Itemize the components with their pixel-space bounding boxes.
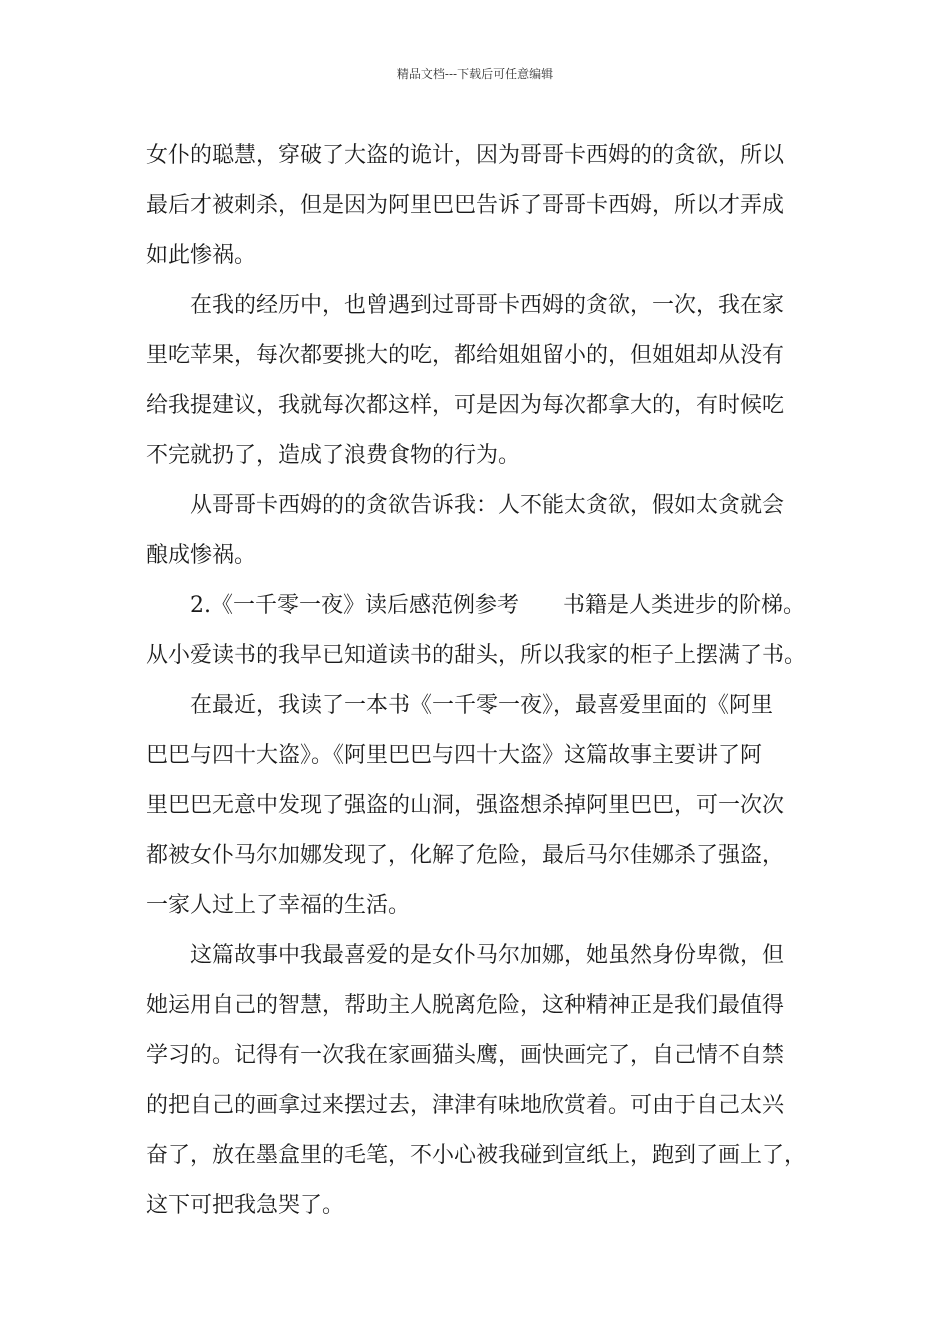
text-line: 从哥哥卡西姆的的贪欲告诉我：人不能太贪欲，假如太贪就会: [190, 493, 785, 518]
text-line: 2.《一千零一夜》读后感范例参考 书籍是人类进步的阶梯。: [190, 593, 805, 618]
text-line: 里巴巴无意中发现了强盗的山洞，强盗想杀掉阿里巴巴，可一次次: [146, 793, 785, 818]
text-line: 从小爱读书的我早已知道读书的甜头，所以我家的柜子上摆满了书。: [146, 643, 807, 668]
text-line: 里吃苹果，每次都要挑大的吃，都给姐姐留小的，但姐姐却从没有: [146, 343, 785, 368]
text-line: 这篇故事中我最喜爱的是女仆马尔加娜，她虽然身份卑微，但: [190, 943, 785, 968]
text-line: 巴巴与四十大盗》。《阿里巴巴与四十大盗》这篇故事主要讲了阿: [146, 743, 763, 768]
text-line: 奋了，放在墨盒里的毛笔，不小心被我碰到宣纸上，跑到了画上了，: [146, 1143, 807, 1168]
text-line: 给我提建议，我就每次都这样，可是因为每次都拿大的，有时候吃: [146, 393, 785, 418]
text-line: 在我的经历中，也曾遇到过哥哥卡西姆的贪欲，一次，我在家: [190, 293, 785, 318]
text-line: 酿成惨祸。: [146, 543, 257, 568]
text-line: 在最近，我读了一本书《一千零一夜》，最喜爱里面的《阿里: [190, 693, 774, 718]
paragraph-4: [146, 581, 822, 681]
paragraph-3: [146, 481, 822, 581]
paragraph-2: [146, 281, 822, 481]
text-line: 一家人过上了幸福的生活。: [146, 893, 411, 918]
text-line: 都被女仆马尔加娜发现了，化解了危险，最后马尔佳娜杀了强盗，: [146, 843, 785, 868]
text-line: 如此惨祸。: [146, 243, 257, 268]
paragraph-5: [146, 681, 822, 931]
paragraph-1: [146, 131, 822, 281]
text-line: 女仆的聪慧，穿破了大盗的诡计，因为哥哥卡西姆的的贪欲，所以: [146, 143, 785, 168]
text-line: 她运用自己的智慧，帮助主人脱离危险，这种精神正是我们最值得: [146, 993, 785, 1018]
page-header: 精品文档---下载后可任意编辑: [396, 67, 554, 81]
paragraph-6: [146, 931, 822, 1231]
text-line: 的把自己的画拿过来摆过去，津津有味地欣赏着。可由于自己太兴: [146, 1093, 785, 1118]
text-line: 最后才被刺杀，但是因为阿里巴巴告诉了哥哥卡西姆，所以才弄成: [146, 193, 785, 218]
text-line: 这下可把我急哭了。: [146, 1193, 345, 1218]
text-line: 不完就扔了，造成了浪费食物的行为。: [146, 443, 521, 468]
text-line: 学习的。记得有一次我在家画猫头鹰，画快画完了，自己情不自禁: [146, 1043, 785, 1068]
document-body: [146, 131, 822, 1231]
